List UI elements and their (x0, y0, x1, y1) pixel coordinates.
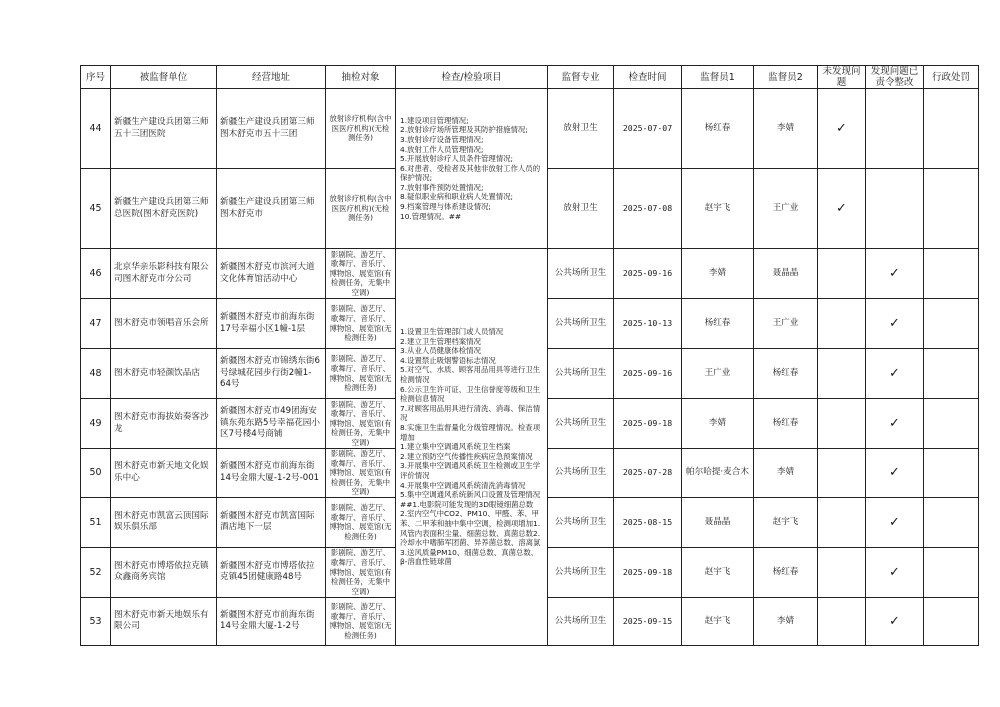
penalty-cell (924, 399, 979, 449)
business-address: 新疆图木舒克市前海东街17号幸福小区1幢-1层 (217, 299, 326, 349)
no-issue-check-icon (818, 249, 866, 299)
row-number: 49 (81, 399, 111, 449)
supervisor-1: 杨红春 (682, 299, 754, 349)
header-supervisor2: 监督员2 (754, 66, 818, 89)
supervisor-1: 李婧 (682, 399, 754, 449)
inspection-object: 影剧院、游艺厅、歌舞厅、音乐厅、博物馆、展览馆(有检测任务，无集中空调) (326, 449, 396, 498)
business-address: 新疆图木舒克市博塔依拉克镇45团健康路48号 (217, 547, 326, 597)
no-issue-check-icon (818, 597, 866, 645)
header-object: 抽检对象 (326, 66, 396, 89)
table-row (81, 89, 979, 169)
supervised-unit: 图木舒克市博塔依拉克镇众鑫商务宾馆 (111, 547, 217, 597)
supervision-major: 公共场所卫生 (548, 547, 614, 597)
rectified-check-icon: ✓ (866, 547, 924, 597)
inspection-object: 影剧院、游艺厅、歌舞厅、音乐厅、博物馆、展览馆(有检测任务，无集中空调) (326, 249, 396, 299)
supervisor-2: 杨红春 (754, 349, 818, 399)
supervision-major: 公共场所卫生 (548, 299, 614, 349)
no-issue-check-icon (818, 349, 866, 399)
supervisor-2: 李婧 (754, 597, 818, 645)
supervision-major: 公共场所卫生 (548, 349, 614, 399)
business-address: 新疆图木舒克市滨河大道文化体育馆活动中心 (217, 249, 326, 299)
supervisor-2: 杨红春 (754, 399, 818, 449)
table-row (81, 249, 979, 299)
inspection-object: 放射诊疗机构(含中医医疗机构)(无检测任务) (326, 89, 396, 169)
inspection-date: 2025-07-07 (614, 89, 682, 169)
rectified-check-icon (866, 89, 924, 169)
supervisor-1: 杨红春 (682, 89, 754, 169)
header-date: 检查时间 (614, 66, 682, 89)
supervision-major: 公共场所卫生 (548, 249, 614, 299)
no-issue-check-icon: ✓ (818, 89, 866, 169)
penalty-cell (924, 169, 979, 249)
supervisor-2: 赵宇飞 (754, 497, 818, 547)
supervisor-1: 李婧 (682, 249, 754, 299)
supervisor-1: 王广业 (682, 349, 754, 399)
row-number: 46 (81, 249, 111, 299)
inspection-date: 2025-07-08 (614, 169, 682, 249)
penalty-cell (924, 449, 979, 498)
header-row (81, 66, 979, 89)
rectified-check-icon (866, 169, 924, 249)
no-issue-check-icon (818, 399, 866, 449)
header-penalty: 行政处罚 (924, 66, 979, 89)
inspection-object: 影剧院、游艺厅、歌舞厅、音乐厅、博物馆、展览馆(无检测任务) (326, 497, 396, 547)
no-issue-check-icon (818, 299, 866, 349)
header-items: 检查/检验项目 (396, 66, 548, 89)
supervisor-1: 聂晶晶 (682, 497, 754, 547)
rectified-check-icon: ✓ (866, 497, 924, 547)
penalty-cell (924, 249, 979, 299)
supervisor-2: 聂晶晶 (754, 249, 818, 299)
row-number: 48 (81, 349, 111, 399)
supervision-major: 放射卫生 (548, 169, 614, 249)
supervisor-1: 帕尔哈提·麦合木 (682, 449, 754, 498)
no-issue-check-icon (818, 497, 866, 547)
rectified-check-icon: ✓ (866, 349, 924, 399)
supervised-unit: 图木舒克市凯富云顶国际娱乐俱乐部 (111, 497, 217, 547)
business-address: 新疆生产建设兵团第三师图木舒克市 (217, 169, 326, 249)
header-rectified: 发现问题已责令整改 (866, 66, 924, 89)
inspection-object: 影剧院、游艺厅、歌舞厅、音乐厅、博物馆、展览馆(无检测任务) (326, 299, 396, 349)
business-address: 新疆图木舒克市前海东街14号金鼎大厦-1-2号 (217, 597, 326, 645)
header-unit: 被监督单位 (111, 66, 217, 89)
row-number: 45 (81, 169, 111, 249)
supervised-unit: 新疆生产建设兵团第三师五十三团医院 (111, 89, 217, 169)
supervisor-2: 李婧 (754, 449, 818, 498)
no-issue-check-icon (818, 547, 866, 597)
supervisor-2: 李婧 (754, 89, 818, 169)
business-address: 新疆图木舒克市前海东街14号金鼎大厦-1-2号-001 (217, 449, 326, 498)
table-body (81, 89, 979, 646)
header-address: 经营地址 (217, 66, 326, 89)
supervisor-1: 赵宇飞 (682, 547, 754, 597)
supervised-unit: 图木舒克市新天地娱乐有限公司 (111, 597, 217, 645)
penalty-cell (924, 597, 979, 645)
inspection-table (80, 65, 979, 646)
penalty-cell (924, 89, 979, 169)
row-number: 52 (81, 547, 111, 597)
rectified-check-icon: ✓ (866, 249, 924, 299)
supervision-major: 公共场所卫生 (548, 597, 614, 645)
business-address: 新疆生产建设兵团第三师图木舒克市五十三团 (217, 89, 326, 169)
supervised-unit: 北京华亲乐影科技有限公司图木舒克市分公司 (111, 249, 217, 299)
rectified-check-icon: ✓ (866, 597, 924, 645)
inspection-date: 2025-09-16 (614, 249, 682, 299)
inspection-object: 影剧院、游艺厅、歌舞厅、音乐厅、博物馆、展览馆(有检测任务，无集中空调) (326, 399, 396, 449)
supervised-unit: 图木舒克市海拔始奏客沙龙 (111, 399, 217, 449)
inspection-date: 2025-10-13 (614, 299, 682, 349)
penalty-cell (924, 349, 979, 399)
business-address: 新疆图木舒克市49团海安镇东苑东路5号幸福花园小区7号楼4号商铺 (217, 399, 326, 449)
supervised-unit: 图木舒克市新天地文化娱乐中心 (111, 449, 217, 498)
header-supervisor1: 监督员1 (682, 66, 754, 89)
inspection-date: 2025-09-16 (614, 349, 682, 399)
inspection-table-sheet (80, 65, 970, 646)
inspection-object: 影剧院、游艺厅、歌舞厅、音乐厅、博物馆、展览馆(无检测任务) (326, 349, 396, 399)
inspection-date: 2025-08-15 (614, 497, 682, 547)
inspection-object: 放射诊疗机构(含中医医疗机构)(无检测任务) (326, 169, 396, 249)
supervisor-2: 王广业 (754, 169, 818, 249)
supervisor-1: 赵宇飞 (682, 597, 754, 645)
inspection-date: 2025-09-18 (614, 399, 682, 449)
inspection-items-public: 1.设置卫生管理部门或人员情况 2.建立卫生管理档案情况 3.从业人员健康体检情况 4.设置禁止吸烟警语标志情况 5.对空气、水质、顾客用品用具等进行卫生检测情况 6.公示卫生许可证、卫生信誉度等级和卫生检测信息情况 7.对顾客用品用具进行清洗、消毒、保洁情况 8.实施卫生监督量化分级管理情况。检查项增加 1.建立集中空调通风系统卫生档案 2.建立预防空气传播性疾病应急预案情况 3.开展集中空调通风系统卫生检测或卫生学评价情况 4.开展集中空调通风系统清洗消毒情况 5.集中空调通风系统新风口设置及管理情况 ##1.电影院可能发现的3D眼镜细菌总数 2.室内空气中CO2、PM10、甲醛、苯、甲苯、二甲苯和抽中集中空调，检测项增加1.风管内表面积尘量、细菌总数、真菌总数2.冷却水中嗜肺军团菌、异养菌总数、溶离氯3.送风质量PM10、细菌总数、真菌总数、β-溶血性链球菌 (396, 249, 548, 646)
supervisor-1: 赵宇飞 (682, 169, 754, 249)
inspection-date: 2025-09-15 (614, 597, 682, 645)
row-number: 51 (81, 497, 111, 547)
supervised-unit: 图木舒克市轻颜饮品店 (111, 349, 217, 399)
inspection-date: 2025-09-18 (614, 547, 682, 597)
row-number: 50 (81, 449, 111, 498)
row-number: 53 (81, 597, 111, 645)
supervision-major: 放射卫生 (548, 89, 614, 169)
supervised-unit: 图木舒克市领唱音乐会所 (111, 299, 217, 349)
no-issue-check-icon: ✓ (818, 169, 866, 249)
supervision-major: 公共场所卫生 (548, 449, 614, 498)
header-no: 序号 (81, 66, 111, 89)
business-address: 新疆图木舒克市锦绣东街6号绿城花园步行街2幢1-64号 (217, 349, 326, 399)
supervision-major: 公共场所卫生 (548, 497, 614, 547)
rectified-check-icon: ✓ (866, 299, 924, 349)
rectified-check-icon: ✓ (866, 399, 924, 449)
inspection-object: 影剧院、游艺厅、歌舞厅、音乐厅、博物馆、展览馆(有检测任务，无集中空调) (326, 547, 396, 597)
supervisor-2: 杨红春 (754, 547, 818, 597)
inspection-items-radiation: 1.建设项目管理情况; 2.放射诊疗场所管理及其防护措施情况; 3.放射诊疗设备管理情况; 4.放射工作人员管理情况; 5.开展放射诊疗人员条件管理情况; 6.对患者、受检者及其他非放射工作人员的保护情况; 7.放射事件预防处置情况; 8.疑似职业病和职业病人处置情况; 9.档案管理与体系建设情况; 10.管理情况。## (396, 89, 548, 249)
penalty-cell (924, 299, 979, 349)
rectified-check-icon: ✓ (866, 449, 924, 498)
supervised-unit: 新疆生产建设兵团第三师总医院(图木舒克医院) (111, 169, 217, 249)
row-number: 47 (81, 299, 111, 349)
penalty-cell (924, 547, 979, 597)
no-issue-check-icon (818, 449, 866, 498)
supervisor-2: 王广业 (754, 299, 818, 349)
penalty-cell (924, 497, 979, 547)
header-no-issue: 未发现问题 (818, 66, 866, 89)
inspection-date: 2025-07-28 (614, 449, 682, 498)
inspection-object: 影剧院、游艺厅、歌舞厅、音乐厅、博物馆、展览馆(无检测任务) (326, 597, 396, 645)
business-address: 新疆图木舒克市凯富国际酒店地下一层 (217, 497, 326, 547)
supervision-major: 公共场所卫生 (548, 399, 614, 449)
row-number: 44 (81, 89, 111, 169)
header-major: 监督专业 (548, 66, 614, 89)
